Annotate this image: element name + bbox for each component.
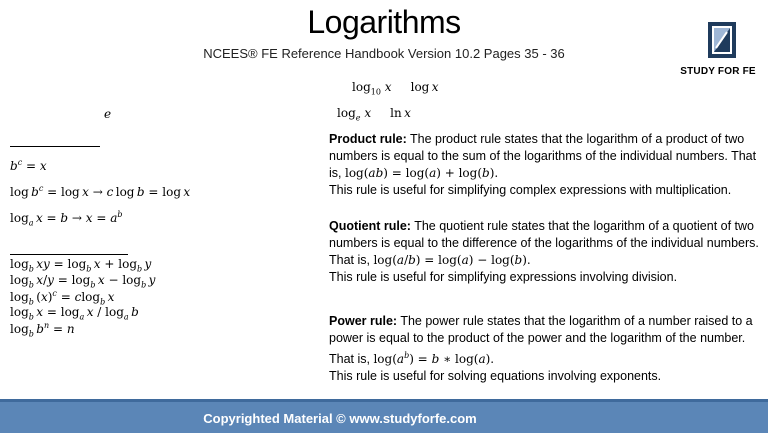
power-rule-label: Power rule: [329,314,398,328]
footer-copyright: Copyrighted Material © www.studyforfe.com [203,411,477,426]
formula-log-of-power: $\log b^c = \log x \to c$ log b = log x [10,184,191,199]
footer-divider [0,399,768,402]
identity-power: $\log_b (x)^c = clog_b$ x [10,289,115,307]
power-rule-section [329,313,761,385]
power-rule-text: The power rule states that the logarithm of a number raised to a power is equal to the product of the power and the logarithm of the number. That is, [329,314,753,366]
formula-log-definition: $\log_a x = b \to x = a^b$ [10,210,123,228]
quotient-rule-section [329,218,761,286]
log-notation-natural: $\log_e x$ ln x [337,106,411,123]
formula-exponential: $b^c = x$ [10,158,47,173]
product-rule-text: The product rule states that the logarithm of a product of two numbers is equal to the sum of the logarithms of the individual numbers. That is, [329,132,757,180]
page-subtitle: NCEES® FE Reference Handbook Version 10.2 Pages 35 - 36 [203,46,565,61]
euler-constant-label: e [104,107,112,121]
divider [10,254,128,255]
log-notation-base10: $\log_{10} x$ log x [352,80,439,97]
product-rule-section [329,131,761,199]
power-rule-usage: This rule is useful for solving equations involving exponents. [329,369,662,383]
identity-quotient: $\log_b x/y = \log_b x - \log_b y$ [10,273,156,290]
quotient-rule-formula: log(a/b) = log(a) − log(b). [373,253,531,267]
identity-change-of-base: $\log_b x = \log_a x / \log_a b$ [10,305,139,322]
quotient-rule-text: The quotient rule states that the logarithm of a quotient of two numbers is equal to the difference of the logarithms of the individual numbers. That is, [329,219,759,267]
identity-product: $\log_b$ xy = $\log_b x + \log_b y$ [10,257,152,274]
product-rule-usage: This rule is useful for simplifying complex expressions with multiplication. [329,183,732,197]
identity-inverse: $\log_b b^n = n$ [10,321,75,339]
book-icon [686,18,758,62]
divider [10,146,100,147]
quotient-rule-label: Quotient rule: [329,219,411,233]
page-title: Logarithms [307,4,461,40]
quotient-rule-usage: This rule is useful for simplifying expressions involving division. [329,270,678,284]
logo-text: STUDY FOR FE [680,66,756,77]
product-rule-formula: log(ab) = log(a) + log(b). [344,166,499,180]
product-rule-label: Product rule: [329,132,407,146]
power-rule-formula: $\log(a^b) = b$ ∗ log(a). [373,351,495,366]
